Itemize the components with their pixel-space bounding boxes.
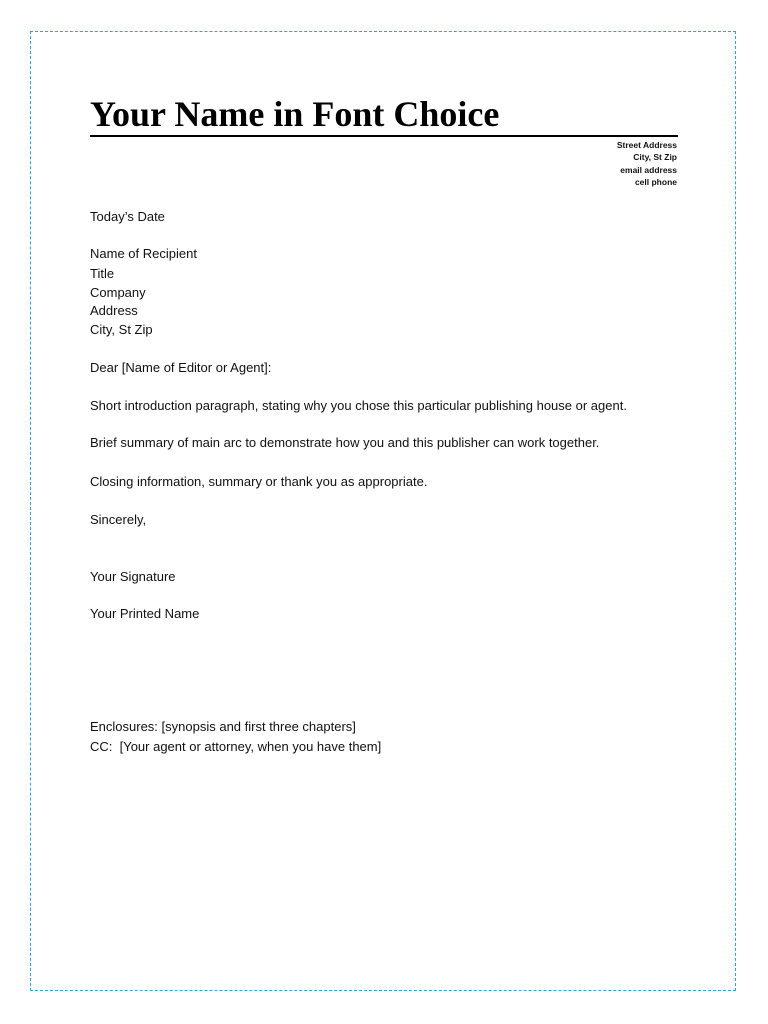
paragraph-summary: Brief summary of main arc to demonstrate how you and this publisher can work together. (90, 435, 600, 450)
recipient-city-state-zip: City, St Zip (90, 322, 153, 337)
sender-contact-block (617, 139, 677, 188)
recipient-address: Address (90, 303, 138, 318)
letterhead-name: Your Name in Font Choice (90, 94, 500, 134)
sender-street-address: Street Address (616, 140, 677, 150)
printed-name: Your Printed Name (90, 606, 200, 621)
closing: Sincerely, (90, 512, 147, 527)
letter-date: Today’s Date (90, 209, 165, 224)
paragraph-introduction: Short introduction paragraph, stating why you chose this particular publishing house or agent. (90, 398, 627, 413)
sender-city-state-zip: City, St Zip (633, 152, 677, 163)
signature: Your Signature (90, 569, 176, 584)
paragraph-closing-info: Closing information, summary or thank you as appropriate. (90, 474, 428, 489)
recipient-company: Company (90, 285, 146, 300)
enclosures: Enclosures: [synopsis and first three chapters] (90, 719, 356, 734)
salutation: Dear [Name of Editor or Agent]: (90, 360, 272, 375)
cc-line: CC: [Your agent or attorney, when you have them] (90, 739, 382, 754)
sender-email: email address (620, 164, 677, 175)
recipient-title: Title (90, 266, 115, 281)
sender-phone: cell phone (634, 176, 677, 187)
recipient-name: Name of Recipient (90, 246, 197, 261)
letterhead-divider (90, 135, 678, 137)
